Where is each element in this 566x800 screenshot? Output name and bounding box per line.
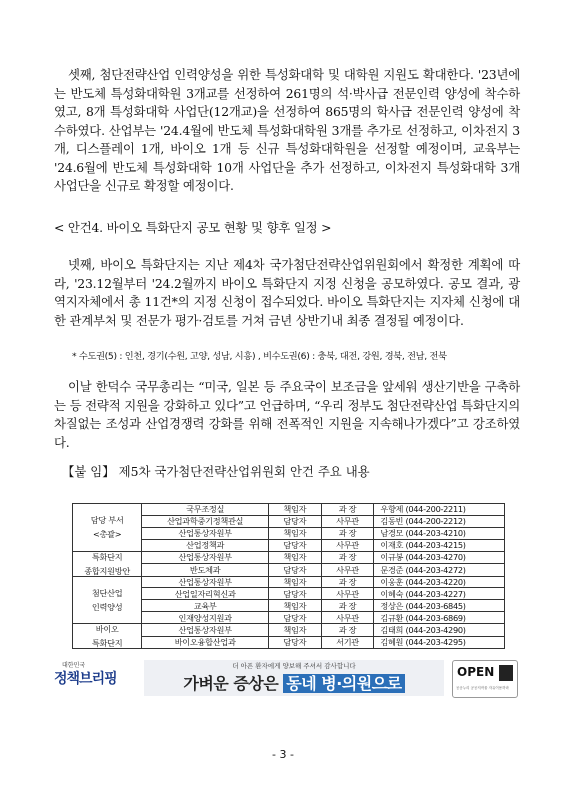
paragraph-pm-remarks: 이날 한덕수 국무총리는 “미국, 일본 등 주요국이 보조금을 앞세워 생산기반을 구축하는 등 전략적 지원을 강화하고 있다”고 언급하며, “우리 정부도 첨단전략산업 특화단지의 차질없는 조성과 산업경쟁력 강화를 위해 전폭적인 지원을 지속해나가겠다”고 강조하였다.: [54, 379, 520, 450]
contact-cell: 문경준 (044-203-4272): [374, 564, 505, 577]
role-cell: 담당자: [269, 636, 322, 649]
title-cell: 사무관: [321, 564, 374, 577]
group-cell: [73, 576, 142, 624]
role-cell: 담당자: [269, 588, 322, 600]
group-sublabel: 인력양성: [91, 601, 123, 612]
group-cell: [73, 551, 142, 576]
role-cell: 책임자: [269, 527, 322, 539]
dept-cell: 반도체과: [142, 564, 269, 577]
table-row: [73, 551, 505, 564]
footnote: * 수도권(5) : 인천, 경기(수원, 고양, 성남, 시흥) , 비수도권(6) : 충북, 대전, 강원, 경북, 전남, 전북: [72, 351, 447, 362]
dept-cell: 바이오융합산업과: [142, 636, 269, 649]
contact-cell: 이재호 (044-203-4215): [374, 539, 505, 551]
agenda4-heading: < 안건4. 바이오 특화단지 공모 현황 및 향후 일정 >: [54, 220, 332, 235]
title-cell: 과 장: [321, 624, 374, 637]
role-cell: 책임자: [269, 624, 322, 637]
role-cell: 책임자: [269, 576, 322, 588]
dept-cell: 국무조정실: [142, 504, 269, 516]
title-cell: 과 장: [321, 576, 374, 588]
kogl-open-badge[interactable]: [452, 660, 518, 698]
campaign-banner[interactable]: [144, 660, 444, 696]
role-cell: 책임자: [269, 551, 322, 564]
contact-cell: 우향제 (044-200-2211): [374, 504, 505, 516]
contact-cell: 김혜원 (044-203-4295): [374, 636, 505, 649]
contact-cell: 김동빈 (044-200-2212): [374, 515, 505, 527]
group-label: 특화단지: [91, 551, 123, 562]
title-cell: 과 장: [321, 551, 374, 564]
title-cell: 사무관: [321, 539, 374, 551]
logo-text: 정책브리핑: [54, 671, 117, 687]
dept-cell: 산업통상자원부: [142, 624, 269, 637]
title-cell: 사무관: [321, 588, 374, 600]
paragraph-fourth: 넷째, 바이오 특화단지는 지난 제4차 국가첨단전략산업위원회에서 확정한 계획에 따라, '23.12월부터 '24.2월까지 바이오 특화단지 지정 신청을 공모하였다. 공모 결과, 광역지자체에서 총 11건*의 지정 신청이 접수되었다. 바이오 특화단지는 지자체 신청에 대한 관계부처 및 전문가 평가·검토를 거쳐 금년 상반기내 최종 결정될 예정이다.: [54, 257, 520, 328]
table-row: [73, 624, 505, 637]
dept-cell: 산업통상자원부: [142, 527, 269, 539]
contact-cell: 이혜숙 (044-203-4227): [374, 588, 505, 600]
paragraph-third: 셋째, 첨단전략산업 인력양성을 위한 특성화대학 및 대학원 지원도 확대한다. '23년에는 반도체 특성화대학원 3개교를 선정하여 261명의 석·박사급 전문인력 양성에 착수하였고, 8개 특성화대학 사업단(12개교)을 선정하여 865명의 학사급 전문인력 양성에 착수하였다. 산업부는 '24.4월에 반도체 특성화대학원 3개를 추가로 선정하고, 이차전지 3개, 디스플레이 1개, 바이오 1개 등 신규 특성화대학원을 선정할 예정이며, 교육부는 '24.6월에 반도체 특성화대학 10개 사업단을 추가 선정하고, 이차전지 특성화대학 3개 사업단을 신규로 확정할 예정이다.: [54, 67, 520, 193]
dept-cell: 교육부: [142, 600, 269, 612]
role-cell: 담당자: [269, 564, 322, 577]
role-cell: 담당자: [269, 515, 322, 527]
role-cell: 책임자: [269, 600, 322, 612]
contact-cell: 이규봉 (044-203-4270): [374, 551, 505, 564]
title-cell: 과 장: [321, 504, 374, 516]
title-cell: 사무관: [321, 612, 374, 624]
group-cell: [73, 504, 142, 552]
license-icon: [499, 665, 513, 681]
table-row: [73, 576, 505, 588]
role-cell: 책임자: [269, 504, 322, 516]
group-label: 담당 부서: [90, 515, 124, 526]
open-subtext: 공공누리 공공저작물 자유이용허락: [456, 686, 509, 690]
role-cell: 담당자: [269, 612, 322, 624]
title-cell: 사무관: [321, 515, 374, 527]
dept-cell: 산업과학중기정책관실: [142, 515, 269, 527]
open-label: OPEN: [457, 665, 495, 679]
banner-title: 가벼운 증상은 동네 병·의원으로: [144, 671, 444, 694]
title-cell: 서기관: [321, 636, 374, 649]
dept-cell: 인재양성지원과: [142, 612, 269, 624]
dept-cell: 산업통상자원부: [142, 576, 269, 588]
table-row: [73, 504, 505, 516]
dept-cell: 산업정책과: [142, 539, 269, 551]
group-cell: [73, 624, 142, 649]
contact-cell: 김태희 (044-203-4290): [374, 624, 505, 637]
attachment-heading: 【붙 임】 제5차 국가첨단전략산업위원회 안건 주요 내용: [62, 464, 370, 479]
contact-cell: 정상은 (044-203-6845): [374, 600, 505, 612]
policy-briefing-logo[interactable]: [54, 660, 124, 696]
contact-cell: 남경모 (044-203-4210): [374, 527, 505, 539]
dept-cell: 산업통상자원부: [142, 551, 269, 564]
page-number: - 3 -: [272, 748, 294, 761]
contact-cell: 김규환 (044-203-6869): [374, 612, 505, 624]
role-cell: 담당자: [269, 539, 322, 551]
logo-small-text: 대한민국: [62, 662, 86, 669]
group-label: 바이오: [95, 624, 119, 635]
footer-banner: [54, 660, 514, 696]
banner-subtitle: 더 아픈 환자에게 양보해 주셔서 감사합니다: [232, 662, 356, 670]
contacts-table: [72, 503, 505, 649]
contact-cell: 이웅훈 (044-203-4220): [374, 576, 505, 588]
group-sublabel: 종합지원방안: [84, 565, 130, 576]
dept-cell: 산업일자리혁신과: [142, 588, 269, 600]
group-label: 첨단산업: [91, 587, 123, 598]
group-sublabel: <총괄>: [92, 529, 122, 540]
title-cell: 과 장: [321, 600, 374, 612]
title-cell: 과 장: [321, 527, 374, 539]
group-sublabel: 특화단지: [91, 638, 123, 649]
